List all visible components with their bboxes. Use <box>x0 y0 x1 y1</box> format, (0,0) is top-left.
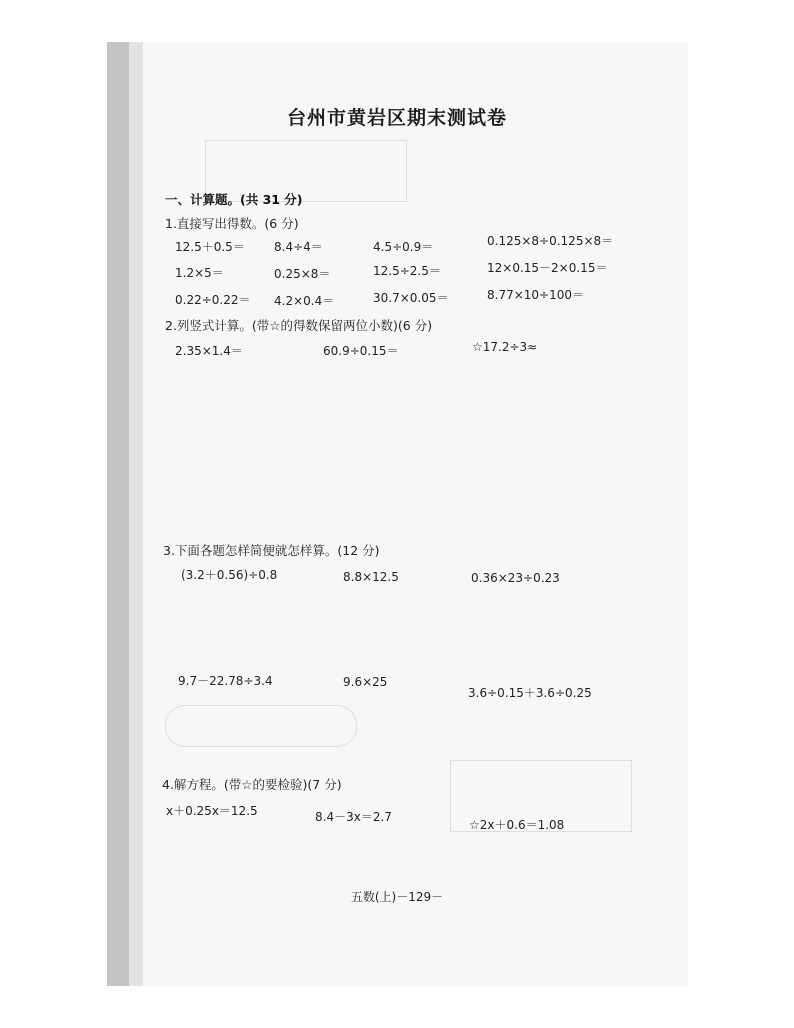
q1-item: 1.2×5＝ <box>175 266 224 280</box>
q2-item: 2.35×1.4＝ <box>175 344 243 358</box>
q3-item: 8.8×12.5 <box>343 570 399 584</box>
q3-item: 9.6×25 <box>343 675 388 689</box>
q1-item: 30.7×0.05＝ <box>373 291 449 305</box>
q3-item: 9.7－22.78÷3.4 <box>178 674 273 688</box>
q1-prompt: 1.直接写出得数。(6 分) <box>165 216 299 231</box>
q1-item: 0.125×8÷0.125×8＝ <box>487 234 614 248</box>
q1-item: 8.4÷4＝ <box>274 240 323 254</box>
q1-item: 12×0.15－2×0.15＝ <box>487 261 608 275</box>
page-edge-shadow <box>107 42 129 986</box>
bleed-through-figure-2 <box>165 705 357 747</box>
q4-prompt: 4.解方程。(带☆的要检验)(7 分) <box>162 777 342 792</box>
section1-heading: 一、计算题。(共 31 分) <box>165 192 303 207</box>
q1-item: 4.5÷0.9＝ <box>373 240 434 254</box>
q4-item: ☆2x＋0.6＝1.08 <box>469 818 565 832</box>
page-footer: 五数(上)－129－ <box>350 890 444 904</box>
page-title: 台州市黄岩区期末测试卷 <box>286 107 507 129</box>
q1-item: 0.25×8＝ <box>274 267 331 281</box>
q1-item: 4.2×0.4＝ <box>274 294 335 308</box>
q2-item: ☆17.2÷3≈ <box>472 340 538 354</box>
q2-item: 60.9÷0.15＝ <box>323 344 399 358</box>
q1-item: 8.77×10÷100＝ <box>487 288 585 302</box>
q1-item: 0.22÷0.22＝ <box>175 293 251 307</box>
q3-item: 3.6÷0.15＋3.6÷0.25 <box>468 686 592 700</box>
q1-item: 12.5÷2.5＝ <box>373 264 441 278</box>
q3-item: 0.36×23÷0.23 <box>471 571 560 585</box>
q4-item: x＋0.25x＝12.5 <box>166 804 258 818</box>
q1-item: 12.5＋0.5＝ <box>175 240 245 254</box>
q3-prompt: 3.下面各题怎样简便就怎样算。(12 分) <box>163 543 380 558</box>
q3-item: (3.2＋0.56)÷0.8 <box>181 568 278 582</box>
q4-item: 8.4－3x＝2.7 <box>315 810 392 824</box>
q2-prompt: 2.列竖式计算。(带☆的得数保留两位小数)(6 分) <box>165 318 433 333</box>
page-edge-shadow-light <box>129 42 143 986</box>
